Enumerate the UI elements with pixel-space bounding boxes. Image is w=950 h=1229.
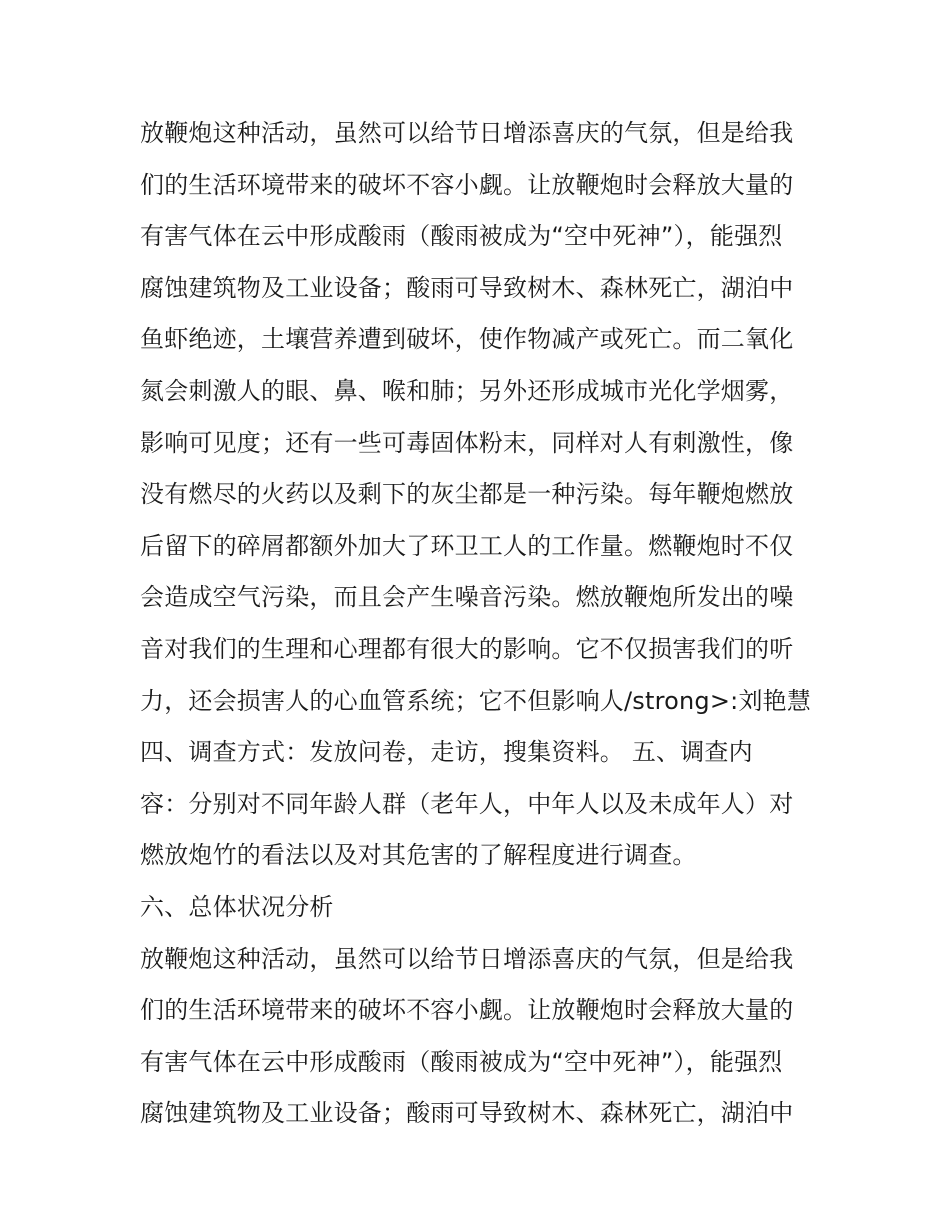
text-line: 氮会刺激人的眼、鼻、喉和肺；另外还形成城市光化学烟雾， <box>140 376 794 405</box>
text-line: 有害气体在云中形成酸雨（酸雨被成为“空中死神”），能强烈 <box>140 222 783 251</box>
text-line: 容：分别对不同年龄人群（老年人，中年人以及未成年人）对 <box>140 789 794 818</box>
text-line: 腐蚀建筑物及工业设备；酸雨可导致树木、森林死亡，湖泊中 <box>140 1099 794 1128</box>
text-line: 放鞭炮这种活动，虽然可以给节日增添喜庆的气氛，但是给我 <box>140 944 794 973</box>
section-heading: 六、总体状况分析 <box>140 892 334 921</box>
text-line: 腐蚀建筑物及工业设备；酸雨可导致树木、森林死亡，湖泊中 <box>140 273 794 302</box>
text-line: 放鞭炮这种活动，虽然可以给节日增添喜庆的气氛，但是给我 <box>140 119 794 147</box>
text-line: 燃放炮竹的看法以及对其危害的了解程度进行调查。 <box>140 841 697 870</box>
text-line: 后留下的碎屑都额外加大了环卫工人的工作量。燃鞭炮时不仅 <box>140 531 794 560</box>
text-line: 鱼虾绝迹，土壤营养遭到破坏，使作物减产或死亡。而二氧化 <box>140 325 794 354</box>
text-line: 们的生活环境带来的破坏不容小觑。让放鞭炮时会释放大量的 <box>140 170 794 199</box>
document-body <box>140 108 820 1140</box>
text-line: 音对我们的生理和心理都有很大的影响。它不仅损害我们的听 <box>140 634 794 663</box>
text-line: 四、调查方式：发放问卷，走访，搜集资料。 五、调查内 <box>140 738 753 767</box>
text-line: 有害气体在云中形成酸雨（酸雨被成为“空中死神”），能强烈 <box>140 1047 783 1076</box>
text-line: 没有燃尽的火药以及剩下的灰尘都是一种污染。每年鞭炮燃放 <box>140 480 794 509</box>
text-line: 力，还会损害人的心血管系统；它不但影响人/strong>:刘艳慧 <box>140 686 812 715</box>
text-line: 影响可见度；还有一些可毒固体粉末，同样对人有刺激性，像 <box>140 428 794 457</box>
text-line: 们的生活环境带来的破坏不容小觑。让放鞭炮时会释放大量的 <box>140 996 794 1025</box>
text-line: 会造成空气污染，而且会产生噪音污染。燃放鞭炮所发出的噪 <box>140 583 794 612</box>
